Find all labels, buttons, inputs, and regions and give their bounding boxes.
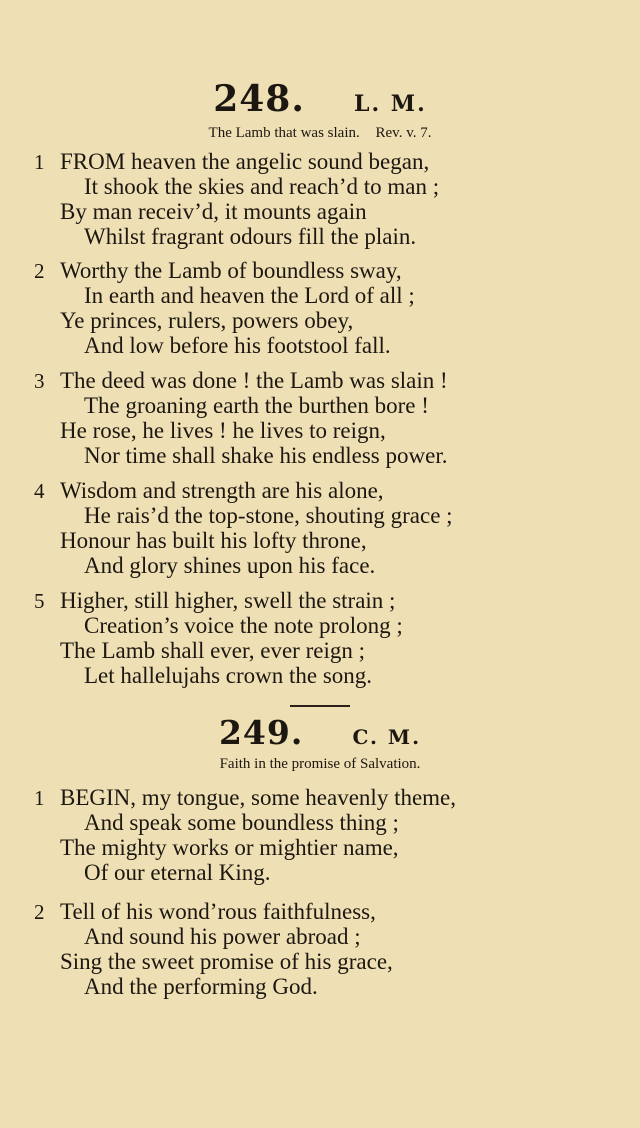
verse-line: And the performing God. — [84, 974, 318, 999]
verse-line: FROM heaven the angelic sound began, — [60, 149, 430, 174]
verse-line: Wisdom and strength are his alone, — [60, 478, 384, 503]
verse-number: 3 — [34, 369, 45, 393]
verse-line: Ye princes, rulers, powers obey, — [60, 308, 354, 333]
verse-line: And sound his power abroad ; — [84, 924, 361, 949]
hymn-subtitle-text: The Lamb that was slain. — [208, 125, 360, 141]
verse-number: 1 — [34, 786, 45, 810]
verse-line: The groaning earth the burthen bore ! — [84, 393, 429, 418]
verse-number: 4 — [34, 479, 45, 503]
verse-line: Higher, still higher, swell the strain ; — [60, 588, 396, 613]
verse-line: Honour has built his lofty throne, — [60, 528, 367, 553]
hymn-248-subtitle — [0, 125, 640, 142]
verse-line: Nor time shall shake his endless power. — [84, 443, 448, 468]
hymn-249-header — [0, 713, 640, 752]
verse-line: Of our eternal King. — [84, 860, 271, 885]
verse-line: It shook the skies and reach’d to man ; — [84, 174, 440, 199]
verse-line: The mighty works or mightier name, — [60, 835, 399, 860]
hymn-meter: C. M. — [352, 725, 422, 749]
verse-line: Sing the sweet promise of his grace, — [60, 949, 393, 974]
verse-line: The Lamb shall ever, ever reign ; — [60, 638, 365, 663]
verse-line: Creation’s voice the note prolong ; — [84, 613, 403, 638]
verse-number: 2 — [34, 259, 45, 283]
verse-number: 1 — [34, 150, 45, 174]
verse-line: Let hallelujahs crown the song. — [84, 663, 373, 688]
verse-number: 5 — [34, 589, 45, 613]
hymn-subtitle-text: Faith in the promise of Salvation. — [219, 756, 421, 772]
hymn-249-subtitle — [0, 756, 640, 773]
verse-line: The deed was done ! the Lamb was slain ! — [60, 368, 448, 393]
verse-line: He rais’d the top-stone, shouting grace ; — [84, 503, 453, 528]
verse-line: Tell of his wond’rous faithfulness, — [60, 899, 376, 924]
hymn-meter: L. M. — [353, 91, 427, 117]
hymn-number: 249. — [218, 713, 304, 752]
scripture-reference: Rev. v. 7. — [375, 125, 432, 141]
verse-number: 2 — [34, 900, 45, 924]
hymn-248-header — [0, 78, 640, 120]
verse-line: In earth and heaven the Lord of all ; — [84, 283, 415, 308]
verse-line: And low before his footstool fall. — [84, 333, 391, 358]
section-divider — [290, 705, 350, 707]
hymn-number: 248. — [213, 78, 305, 120]
verse-line: Whilst fragrant odours fill the plain. — [84, 224, 417, 249]
verse-line: And glory shines upon his face. — [84, 553, 376, 578]
verse-line: And speak some boundless thing ; — [84, 810, 399, 835]
verse-line: BEGIN, my tongue, some heavenly theme, — [60, 785, 457, 810]
verse-line: Worthy the Lamb of boundless sway, — [60, 258, 402, 283]
verse-line: By man receiv’d, it mounts again — [60, 199, 367, 224]
verse-line: He rose, he lives ! he lives to reign, — [60, 418, 386, 443]
